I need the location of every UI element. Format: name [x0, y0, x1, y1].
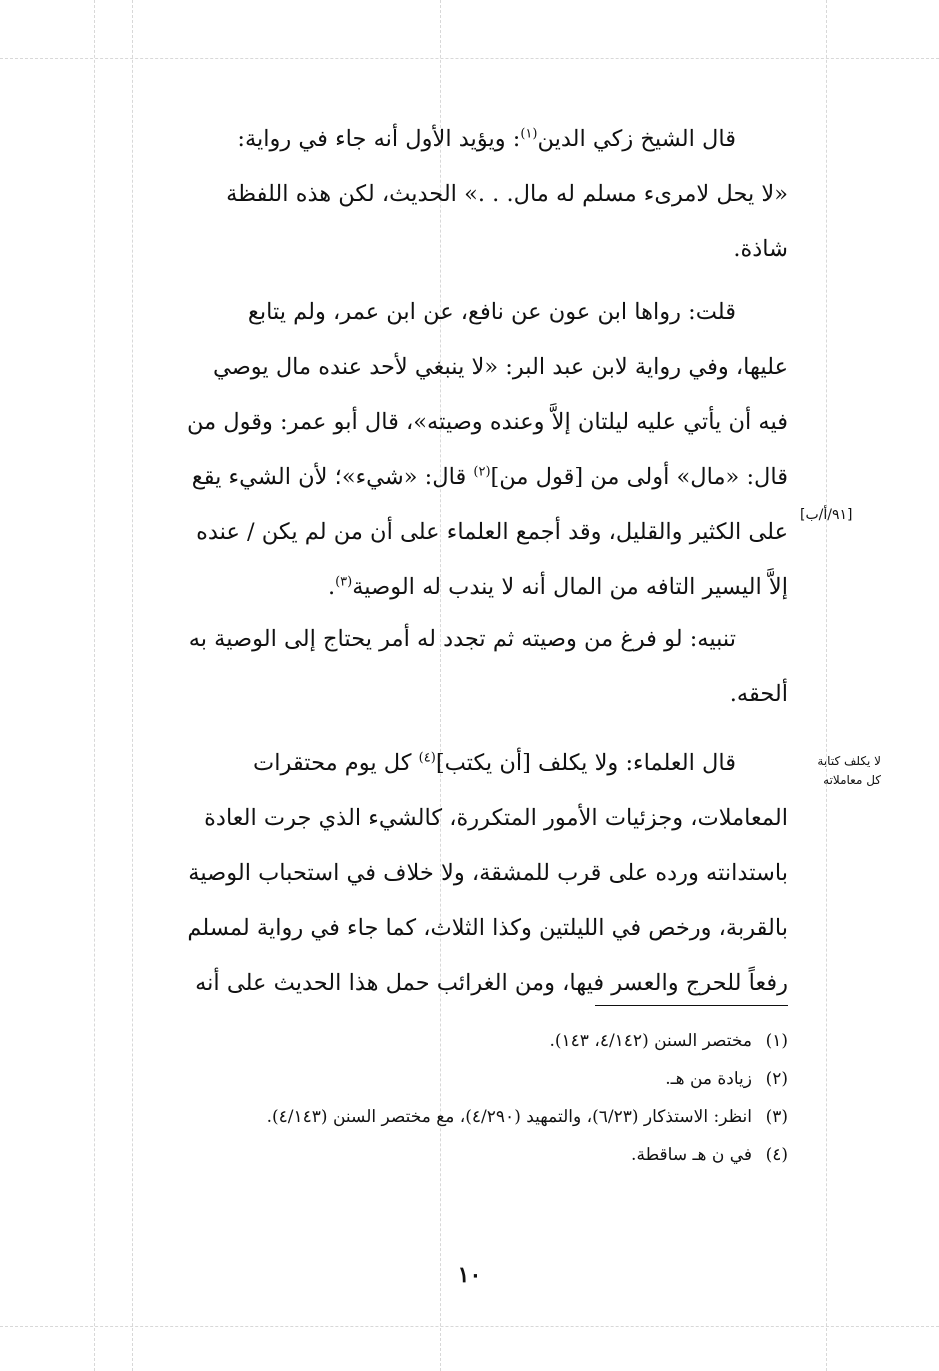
scan-guide-line	[0, 1326, 939, 1327]
footnote-item	[120, 1060, 788, 1098]
footnote-text: في ن هـ ساقطة.	[631, 1145, 752, 1165]
page-number: ١٠	[457, 1262, 482, 1288]
footnote-item	[120, 1022, 788, 1060]
scan-guide-line	[826, 0, 827, 1371]
paragraph-4	[120, 736, 788, 1011]
footnote-ref[interactable]: (٣)	[335, 574, 353, 590]
footnote-ref[interactable]: (٢)	[473, 464, 491, 480]
text-line: تنبيه: لو فرغ من وصيته ثم تجدد له أمر يحتاج إلى الوصية به	[188, 626, 736, 652]
text-span: قال: «شيء»؛ لأن الشيء يقع	[191, 464, 474, 490]
text-span: قال الشيخ زكي الدين	[537, 126, 736, 152]
text-line: باستدانته ورده على قرب للمشقة، ولا خلاف في استحباب الوصية	[188, 860, 788, 886]
text-line	[120, 450, 788, 505]
text-line: فيه أن يأتي عليه ليلتان إلاَّ وعنده وصيته»، قال أبو عمر: وقول من	[186, 409, 788, 435]
text-span: : ويؤيد الأول أنه جاء في رواية:	[237, 126, 521, 152]
text-line	[120, 736, 788, 791]
text-line: على الكثير والقليل، وقد أجمع العلماء على أن من لم يكن / عنده	[196, 519, 788, 545]
scan-guide-line	[0, 58, 939, 59]
paragraph-3	[120, 612, 788, 722]
text-span: كل يوم محتقرات	[253, 750, 419, 776]
text-span: إلاَّ اليسير التافه من المال أنه لا يندب له الوصية	[352, 574, 788, 600]
text-line: عليها، وفي رواية لابن عبد البر: «لا ينبغي لأحد عنده مال يوصي	[212, 354, 788, 380]
footnote-text: زيادة من هـ.	[665, 1069, 752, 1089]
text-line: شاذة.	[733, 236, 788, 262]
text-line: «لا يحل لامرىء مسلم له مال. . .» الحديث، لكن هذه اللفظة	[226, 181, 788, 207]
footnote-separator	[595, 1005, 788, 1006]
text-span: قال: «مال» أولى من [قول من]	[490, 464, 788, 490]
footnote-number: (٣)	[765, 1107, 788, 1127]
footnote-text: انظر: الاستذكار (٦/٢٣)، والتمهيد (٤/٢٩٠)، مع مختصر السنن (٤/١٤٣).	[266, 1107, 752, 1127]
text-line	[120, 560, 788, 615]
footnote-number: (٤)	[765, 1145, 788, 1165]
text-line: بالقربة، ورخص في الليلتين وكذا الثلاث، كما جاء في رواية لمسلم	[187, 915, 788, 941]
footnote-ref[interactable]: (٤)	[418, 750, 436, 766]
text-span: قال العلماء: ولا يكلف [أن يكتب]	[435, 750, 736, 776]
footnote-item	[120, 1098, 788, 1136]
footnote-item	[120, 1136, 788, 1174]
footnote-number: (١)	[765, 1031, 788, 1051]
folio-marker: [٩١/أ/ب]	[800, 507, 853, 523]
margin-heading-line: كل معاملاته	[823, 773, 881, 787]
footnotes	[120, 1022, 788, 1174]
text-line	[120, 112, 788, 167]
scan-guide-line	[94, 0, 95, 1371]
footnote-text: مختصر السنن (٤/١٤٢، ١٤٣).	[549, 1031, 752, 1051]
paragraph-2	[120, 285, 788, 615]
text-line: ألحقه.	[729, 681, 788, 707]
text-line: المعاملات، وجزئيات الأمور المتكررة، كالشيء الذي جرت العادة	[204, 805, 788, 831]
margin-heading	[795, 752, 881, 790]
footnote-ref[interactable]: (١)	[520, 126, 538, 142]
text-span: .	[327, 574, 336, 600]
text-line: قلت: رواها ابن عون عن نافع، عن ابن عمر، ولم يتابع	[247, 299, 736, 325]
margin-heading-line: لا يكلف كتابة	[817, 754, 881, 768]
text-line: رفعاً للحرج والعسر فيها، ومن الغرائب حمل هذا الحديث على أنه	[195, 970, 788, 996]
paragraph-1	[120, 112, 788, 277]
footnote-number: (٢)	[765, 1069, 788, 1089]
